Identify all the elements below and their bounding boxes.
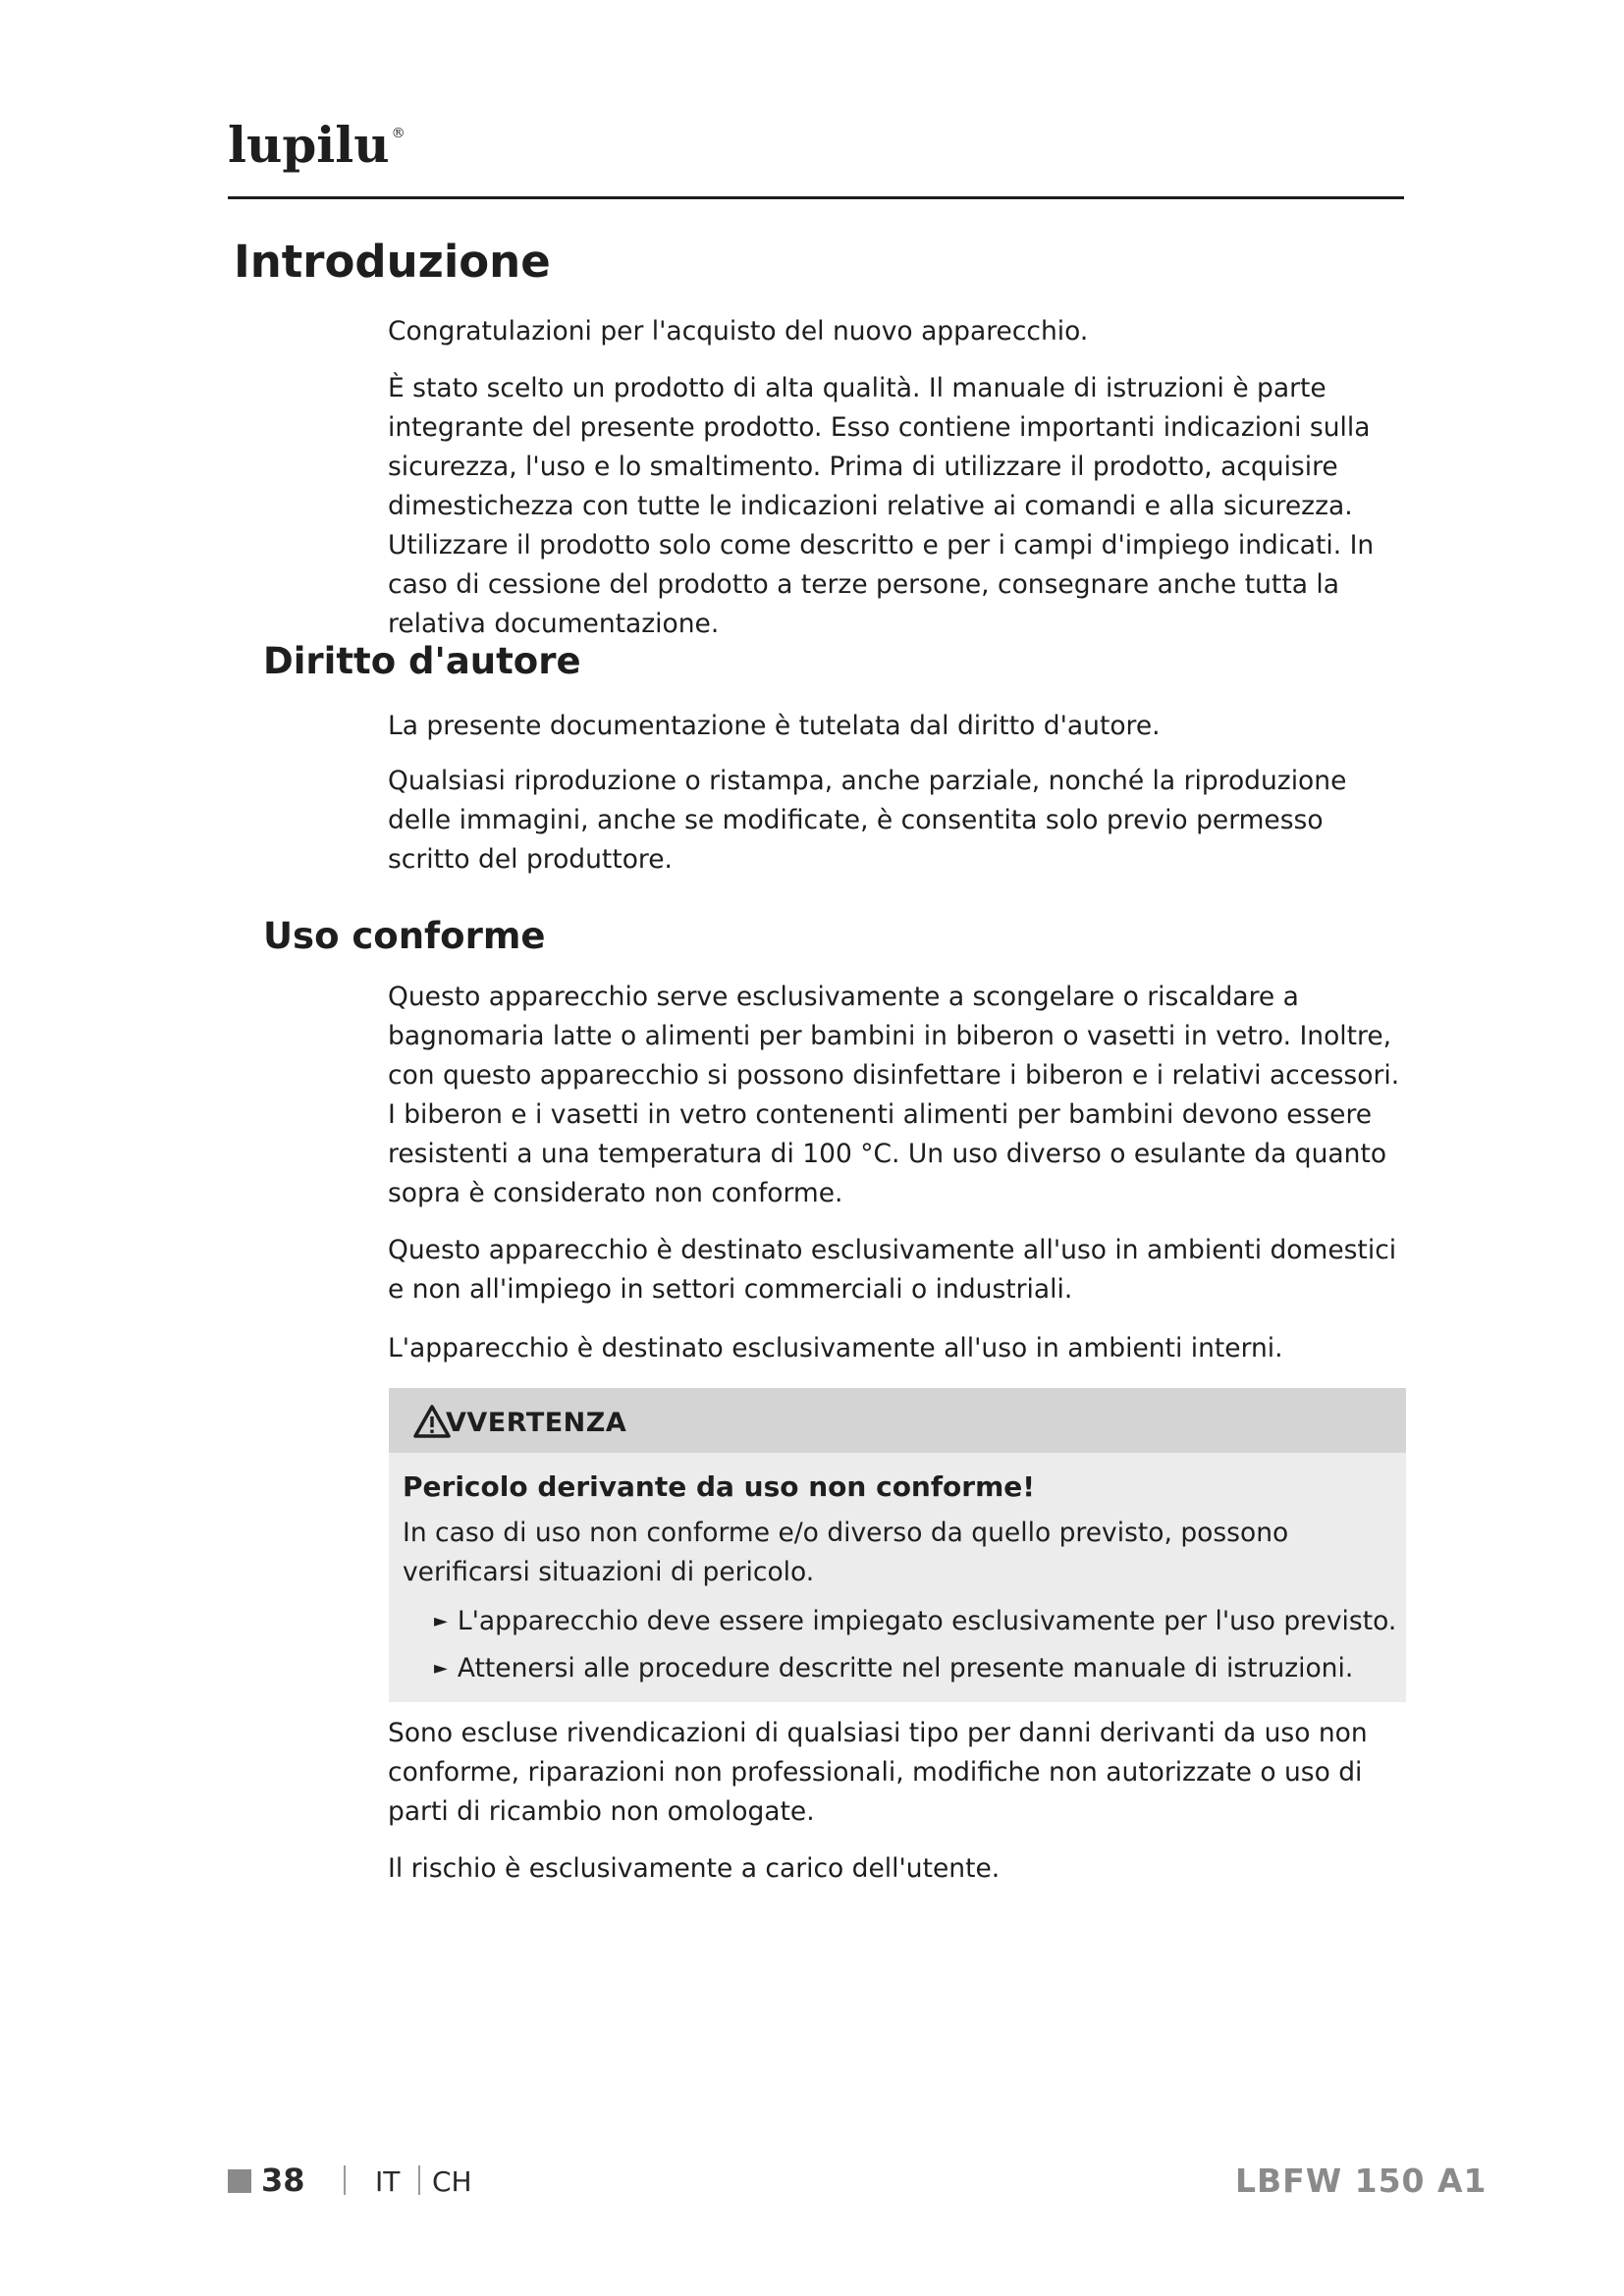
warning-label: VVERTENZA bbox=[446, 1408, 627, 1438]
intended-use-paragraph-3: L'apparecchio è destinato esclusivamente all'uso in ambienti interni. bbox=[388, 1333, 1283, 1363]
footer-language-it: IT bbox=[375, 2165, 401, 2198]
intended-use-paragraph-5: Il rischio è esclusivamente a carico dell'utente. bbox=[388, 1853, 1001, 1884]
footer-separator bbox=[344, 2165, 346, 2195]
warning-header bbox=[389, 1388, 1406, 1453]
section-title-introduzione: Introduzione bbox=[234, 236, 551, 288]
warning-text: In caso di uso non conforme e/o diverso da quello previsto, possono verificarsi situazioni di pericolo. bbox=[403, 1518, 1289, 1587]
page-number: 38 bbox=[261, 2162, 305, 2199]
triangle-bullet-icon: ► bbox=[434, 1611, 448, 1631]
brand-name: lupilu bbox=[228, 116, 390, 174]
warning-bullet-2 bbox=[434, 1653, 1353, 1683]
copyright-paragraph-1: La presente documentazione è tutelata dal diritto d'autore. bbox=[388, 711, 1161, 741]
model-number: LBFW 150 A1 bbox=[1235, 2162, 1488, 2200]
page-footer bbox=[0, 2160, 1624, 2209]
warning-subtitle: Pericolo derivante da uso non conforme! bbox=[403, 1470, 1036, 1503]
intended-use-paragraph-4: Sono escluse rivendicazioni di qualsiasi tipo per danni derivanti da uso non conforme, riparazioni non professionali, modifiche non autorizzate o uso di parti di ricambio non omologate. bbox=[388, 1718, 1368, 1827]
warning-bullet-text: Attenersi alle procedure descritte nel presente manuale di istruzioni. bbox=[457, 1653, 1354, 1683]
section-title-uso-conforme: Uso conforme bbox=[263, 915, 546, 957]
section-title-diritto-autore: Diritto d'autore bbox=[263, 640, 581, 682]
warning-bullet-text: L'apparecchio deve essere impiegato esclusivamente per l'uso previsto. bbox=[457, 1606, 1397, 1636]
footer-separator bbox=[418, 2165, 420, 2195]
copyright-paragraph-2: Qualsiasi riproduzione o ristampa, anche parziale, nonché la riproduzione delle immagini, anche se modificate, è consentita solo previo permesso scritto del produttore. bbox=[388, 766, 1347, 875]
intro-paragraph-1: Congratulazioni per l'acquisto del nuovo apparecchio. bbox=[388, 316, 1089, 347]
registered-mark: ® bbox=[391, 126, 406, 141]
intro-paragraph-2: È stato scelto un prodotto di alta qualità. Il manuale di istruzioni è parte integrante del presente prodotto. Esso contiene importanti indicazioni sulla sicurezza, l'uso e lo smaltimento. Prima di utilizzare il prodotto, acquisire dimestichezza con tutte le indicazioni relative ai comandi e alla sicurezza. Utilizzare il prodotto solo come descritto e per i campi d'impiego indicati. In caso di cessione del prodotto a terze persone, consegnare anche tutta la relativa documentazione. bbox=[388, 373, 1375, 639]
warning-bullet-1 bbox=[434, 1606, 1396, 1636]
footer-language-ch: CH bbox=[432, 2165, 472, 2198]
intended-use-paragraph-1: Questo apparecchio serve esclusivamente a scongelare o riscaldare a bagnomaria latte o alimenti per bambini in biberon o vasetti in vetro. Inoltre, con questo apparecchio si possono disinfettare i biberon e i relativi accessori. I biberon e i vasetti in vetro contenenti alimenti per bambini devono essere resistenti a una temperatura di 100 °C. Un uso diverso o esulante da quanto sopra è considerato non conforme. bbox=[388, 982, 1400, 1208]
triangle-bullet-icon: ► bbox=[434, 1658, 448, 1679]
intended-use-paragraph-2: Questo apparecchio è destinato esclusivamente all'uso in ambienti domestici e non all'impiego in settori commerciali o industriali. bbox=[388, 1235, 1397, 1305]
warning-box bbox=[389, 1388, 1406, 1702]
footer-square-icon bbox=[228, 2169, 251, 2193]
brand-logo bbox=[228, 116, 406, 174]
header-divider bbox=[228, 196, 1404, 199]
